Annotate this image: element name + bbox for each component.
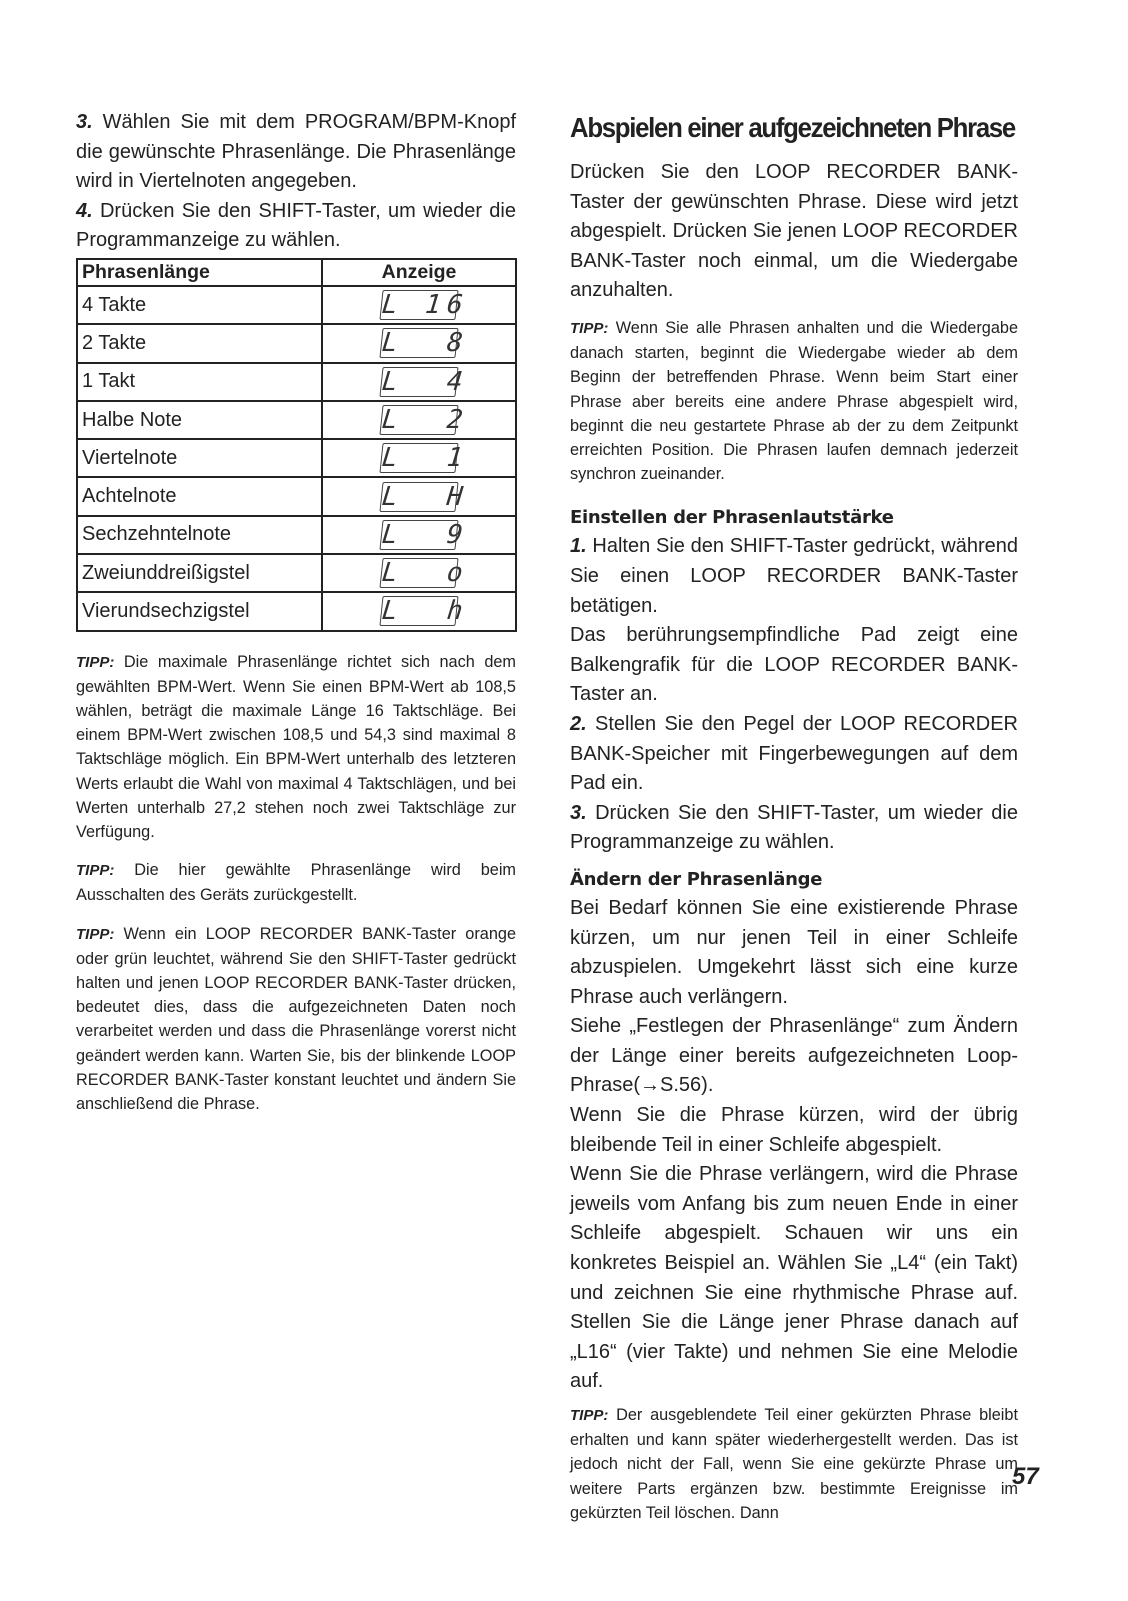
tipp-text: Die maximale Phrasenlänge richtet sich nach dem gewählten BPM-Wert. Wenn Sie einen BPM-Wert ab 108,5 wählen, beträgt die maximale Länge 16 Taktschläge. Bei einem BPM-Wert zwischen 108,5 und 54,3 sind maximal 8 Taktschläge möglich. Ein BPM-Wert unterhalb des letzteren Werts erlaubt die Wahl von maximal 4 Taktschlägen, und bei Werten unterhalb 27,2 stehen noch zwei Taktschläge zur Verfügung. [76,652,516,842]
phrase-length-label: Achtelnote [77,477,322,515]
tipp-kuerzen [570,1403,1018,1525]
lcd-display: L o [380,558,471,589]
subheading-phrasenlaenge: Ändern der Phrasenlänge [570,868,823,890]
lcd-display: L 4 [380,366,471,397]
display-cell [322,286,516,324]
right-column [570,108,1018,1525]
lcd-display: L h [380,596,471,627]
tipp-text: Wenn Sie alle Phrasen anhalten und die Wiedergabe danach starten, beginnt die Wiedergabe wieder ab dem Beginn der betreffenden Phrase. Wenn beim Start einer Phrase aber bereits eine andere Phrase abgespielt wird, beginnt die neu gestartete Phrase ab der zu dem Zeitpunkt erreichten Position. Die Phrasen laufen demnach jederzeit synchron zueinander. [570,318,1018,484]
step-text: Halten Sie den SHIFT-Taster gedrückt, während Sie einen LOOP RECORDER BANK-Taster betätigen. [570,535,1018,617]
phrase-length-label: 4 Takte [77,286,322,324]
phrase-length-label: Zweiunddreißigstel [77,554,322,592]
paragraph-2: Siehe „Festlegen der Phrasenlänge“ zum Ändern der Länge einer bereits aufgezeichneten Loop-Phrase(→S.56). [570,1015,1018,1097]
step-text: Drücken Sie den SHIFT-Taster, um wieder die Programmanzeige zu wählen. [570,801,1018,854]
lcd-display: L 2 [380,405,471,435]
vol-step-3 [570,799,1018,858]
table-row [77,363,516,401]
display-cell [322,592,516,630]
table-row [77,286,516,324]
phrase-length-table [76,258,517,632]
tipp-sync [570,316,1018,486]
paragraph-1: Bei Bedarf können Sie eine existierende Phrase kürzen, um nur jenen Teil in einer Schleife abzuspielen. Umgekehrt lässt sich eine kurze Phrase auch verlängern. [570,896,1018,1008]
display-cell [322,439,516,477]
intro-paragraph: Drücken Sie den LOOP RECORDER BANK-Taster der gewünschten Phrase. Diese wird jetzt abgespielt. Drücken Sie jenen LOOP RECORDER BANK-Taster noch einmal, um die Wiedergabe anzuhalten. [570,161,1018,302]
phrase-length-label: Sechzehntelnote [77,516,322,554]
display-cell [322,401,516,439]
display-cell [322,516,516,554]
step-number: 2. [570,712,587,735]
lcd-display: L 1 [380,443,471,474]
lcd-display: L 9 [380,519,471,550]
table-row [77,401,516,439]
phrase-length-label: Vierundsechzigstel [77,592,322,630]
tipp-text: Der ausgeblendete Teil einer gekürzten Phrase bleibt erhalten und kann später wiederhergestellt werden. Das ist jedoch nicht der Fall, wenn Sie eine gekürzte Phrase um weitere Parts ergänzen bzw. bestimmte Ereignisse im gekürzten Teil löschen. Dann [570,1406,1018,1522]
tipp-label: TIPP: [570,319,609,337]
step-number: 3. [570,801,587,824]
display-cell [322,554,516,592]
step-number: 1. [570,535,587,558]
table-row [77,516,516,554]
vol-step-1-extra: Das berührungsempfindliche Pad zeigt eine Balkengrafik für die LOOP RECORDER BANK-Taster an. [570,624,1018,706]
table-row [77,324,516,362]
table-row [77,554,516,592]
table-header-row [77,259,516,286]
display-cell [322,324,516,362]
tipp-label: TIPP: [76,653,115,671]
vol-step-1 [570,532,1018,621]
step-text: Wählen Sie mit dem PROGRAM/BPM-Knopf die gewünschte Phrasenlänge. Die Phrasenlänge wird in Viertelnoten angegeben. [76,111,516,193]
table-row [77,477,516,515]
table-row [77,592,516,630]
display-cell [322,477,516,515]
phrase-length-label: 2 Takte [77,324,322,362]
step-number: 4. [76,199,93,222]
header-anzeige: Anzeige [322,259,516,286]
header-phrasenlaenge: Phrasenlänge [77,259,322,286]
phrase-length-label: 1 Takt [77,363,322,401]
step-text: Stellen Sie den Pegel der LOOP RECORDER BANK-Speicher mit Fingerbewegungen auf dem Pad ein. [570,712,1018,795]
tipp-text: Die hier gewählte Phrasenlänge wird beim Ausschalten des Geräts zurückgestellt. [76,861,516,905]
subheading-lautstaerke: Einstellen der Phrasenlautstärke [570,507,894,529]
table-row [77,439,516,477]
phrase-length-label: Halbe Note [77,401,322,439]
paragraph-3: Wenn Sie die Phrase kürzen, wird der übrig bleibende Teil in einer Schleife abgespielt. [570,1104,1018,1156]
paragraph-4: Wenn Sie die Phrase verlängern, wird die Phrase jeweils vom Anfang bis zum neuen Ende in einer Schleife abgespielt. Schauen wir uns ein konkretes Beispiel an. Wählen Sie „L4“ (ein Takt) und zeichnen Sie eine rhythmische Phrase auf. Stellen Sie die Länge jener Phrase danach auf „L16“ (vier Takte) und nehmen Sie eine Melodie auf. [570,1163,1018,1393]
tipp-1 [76,650,516,845]
step-number: 3. [76,111,93,133]
step-4 [76,197,516,256]
lcd-display: L H [380,481,471,512]
page-number: 57 [1012,1463,1039,1490]
step-3 [76,108,516,197]
tipp-label: TIPP: [76,925,115,943]
lcd-display: L 16 [380,290,471,321]
step-text: Drücken Sie den SHIFT-Taster, um wieder die Programmanzeige zu wählen. [76,199,516,252]
display-cell [322,363,516,401]
table-body [77,286,516,631]
tipp-label: TIPP: [76,862,115,880]
lcd-display: L 8 [380,328,471,359]
vol-step-2 [570,710,1018,799]
tipp-label: TIPP: [570,1407,609,1425]
left-column [76,108,516,1116]
tipp-text: Wenn ein LOOP RECORDER BANK-Taster orange oder grün leuchtet, während Sie den SHIFT-Taster gedrückt halten und jenen LOOP RECORDER BANK-Taster drücken, bedeutet dies, dass die aufgezeichneten Daten noch verarbeitet werden und dass die Phrasenlänge vorerst nicht geändert werden kann. Warten Sie, bis der blinkende LOOP RECORDER BANK-Taster konstant leuchtet und ändern Sie anschließend die Phrase. [76,924,516,1114]
phrase-length-label: Viertelnote [77,439,322,477]
tipp-3 [76,922,516,1117]
tipp-2 [76,858,516,907]
section-title: Abspielen einer aufgezeichneten Phrase [570,112,1015,143]
